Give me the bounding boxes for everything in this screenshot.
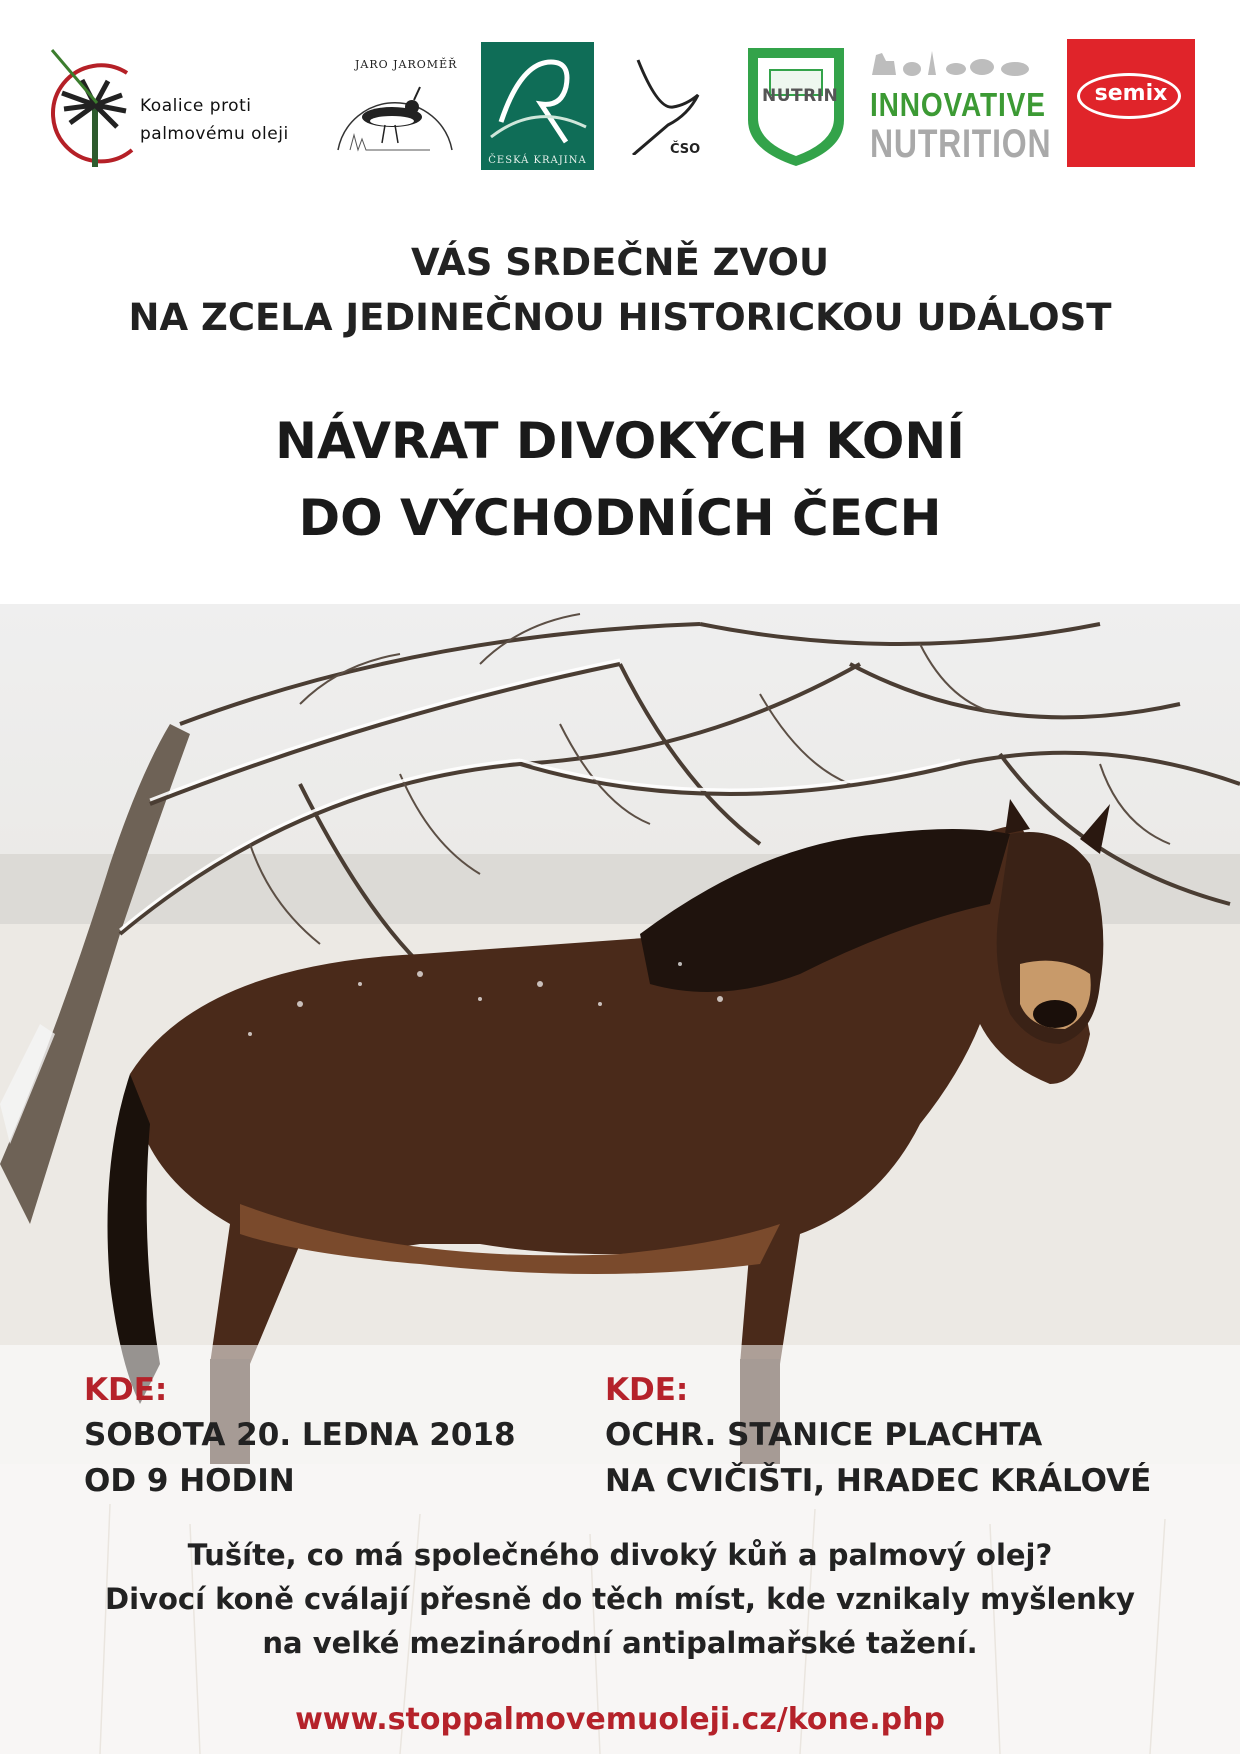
ceska-krajina-swoosh-icon — [481, 42, 594, 152]
where-label: KDE: — [605, 1372, 689, 1408]
where-place: OCHR. STANICE PLACHTA — [605, 1417, 1043, 1453]
invitation-line-1: VÁS SRDEČNĚ ZVOU — [410, 241, 829, 284]
semix-label: semix — [1094, 81, 1168, 106]
cso-bird-logo — [628, 55, 708, 155]
nutrin-label: NUTRIN — [762, 86, 839, 106]
when-time: OD 9 HODIN — [84, 1463, 295, 1499]
koalice-line2: palmovému oleji — [140, 124, 289, 144]
sponsor-logos — [0, 0, 1240, 190]
ceska-krajina-label: ČESKÁ KRAJINA — [488, 155, 587, 166]
description-line-1: Tušíte, co má společného divoký kůň a palmový olej? — [187, 1538, 1053, 1572]
description-line-2: Divocí koně cválají přesně do těch míst, kde vznikaly myšlenky — [105, 1582, 1135, 1616]
koalice-palm-logo — [42, 45, 152, 175]
event-url-link[interactable]: www.stoppalmovemuoleji.cz/kone.php — [295, 1702, 945, 1737]
jaro-jaromer-text: JARO JAROMĚŘ — [355, 58, 458, 71]
ceska-krajina-logo — [481, 42, 594, 170]
event-title-line-1: NÁVRAT DIVOKÝCH KONÍ — [275, 412, 965, 470]
event-title-line-2: DO VÝCHODNÍCH ČECH — [298, 489, 942, 547]
animal-silhouettes-icon — [870, 45, 1040, 81]
nutrition-label: NUTRITION — [870, 122, 1052, 166]
koalice-line1: Koalice proti — [140, 96, 252, 116]
when-label: KDE: — [84, 1372, 168, 1408]
where-address: NA CVIČIŠTI, HRADEC KRÁLOVÉ — [605, 1463, 1152, 1499]
cso-label: ČSO — [670, 142, 701, 157]
invitation-line-2: NA ZCELA JEDINEČNOU HISTORICKOU UDÁLOST — [128, 296, 1112, 339]
innovative-label: INNOVATIVE — [870, 86, 1046, 123]
when-date: SOBOTA 20. LEDNA 2018 — [84, 1417, 516, 1453]
semix-logo — [1067, 39, 1195, 167]
koalice-logo-text — [140, 92, 289, 148]
description-line-3: na velké mezinárodní antipalmařské tažení. — [262, 1626, 978, 1660]
jaro-jaromer-logo — [330, 55, 460, 165]
